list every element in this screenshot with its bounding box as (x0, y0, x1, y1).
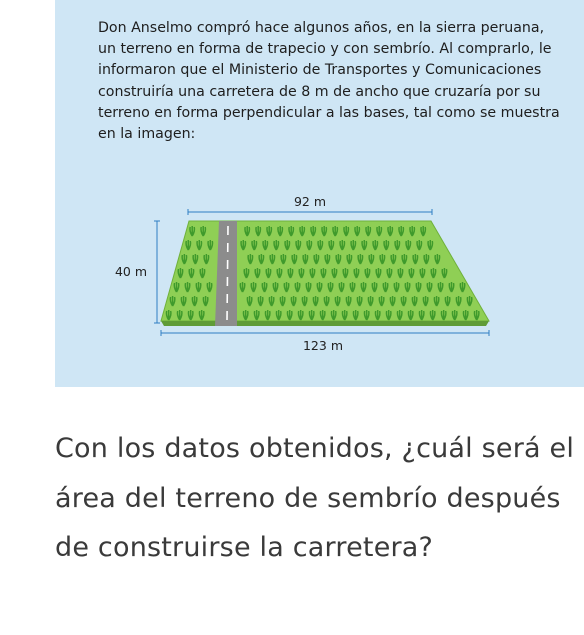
crop-tuft (435, 254, 440, 264)
crop-tuft (207, 282, 212, 292)
crop-tuft (333, 226, 338, 236)
crop-tuft (325, 254, 330, 264)
crop-tuft (342, 310, 347, 320)
crop-tuft (347, 254, 352, 264)
crop-tuft (263, 240, 268, 250)
crop-tuft (318, 240, 323, 250)
crop-tuft (423, 296, 428, 306)
crop-tuft (409, 268, 414, 278)
crop-tuft (427, 282, 432, 292)
crop-tuft (365, 268, 370, 278)
crop-tuft (190, 226, 195, 236)
crop-tuft (302, 296, 307, 306)
crop-tuft (419, 310, 424, 320)
crop-tuft (434, 296, 439, 306)
crop-tuft (412, 296, 417, 306)
crop-tuft (383, 282, 388, 292)
crop-tuft (421, 226, 426, 236)
crop-tuft (203, 296, 208, 306)
crop-tuft (192, 296, 197, 306)
crop-tuft (259, 254, 264, 264)
crop-tuft (289, 226, 294, 236)
crop-tuft (474, 310, 479, 320)
crop-tuft (346, 296, 351, 306)
crop-tuft (307, 240, 312, 250)
crop-tuft (241, 240, 246, 250)
crop-tuft (298, 310, 303, 320)
crop-tuft (255, 268, 260, 278)
crop-tuft (379, 296, 384, 306)
crop-tuft (377, 226, 382, 236)
crop-tuft (375, 310, 380, 320)
crop-tuft (408, 310, 413, 320)
crop-tuft (270, 254, 275, 264)
crop-tuft (247, 296, 252, 306)
crop-tuft (170, 296, 175, 306)
crop-tuft (181, 296, 186, 306)
crop-tuft (310, 268, 315, 278)
crop-tuft (254, 310, 259, 320)
crop-tuft (321, 268, 326, 278)
crop-tuft (245, 226, 250, 236)
crop-tuft (416, 282, 421, 292)
crop-tuft (390, 296, 395, 306)
crop-tuft (369, 254, 374, 264)
crop-tuft (177, 310, 182, 320)
crop-tuft (366, 226, 371, 236)
crop-tuft (311, 226, 316, 236)
crop-tuft (413, 254, 418, 264)
crop-tuft (399, 226, 404, 236)
crop-tuft (398, 268, 403, 278)
problem-statement: Don Anselmo compró hace algunos años, en la sierra peruana, un terreno en forma de trapecio y con sembrío. Al comprarlo, le informaron que el Ministerio de Transportes y Comunicaciones construiría una carretera de 8 m de ancho que cruzaría por su terreno en forma perpendicular a las bases, tal como se muestra en la imagen: (98, 20, 560, 143)
crop-tuft (199, 310, 204, 320)
crop-tuft (351, 240, 356, 250)
bottom-base-label: 123 m (302, 338, 344, 353)
crop-tuft (463, 310, 468, 320)
field-front-edge (161, 321, 489, 326)
crop-tuft (193, 254, 198, 264)
crop-tuft (344, 226, 349, 236)
crop-tuft (196, 282, 201, 292)
crop-tuft (331, 310, 336, 320)
crop-tuft (460, 282, 465, 292)
crop-tuft (368, 296, 373, 306)
crop-tuft (354, 268, 359, 278)
crop-tuft (357, 296, 362, 306)
crop-tuft (430, 310, 435, 320)
crop-tuft (350, 282, 355, 292)
crop-tuft (395, 240, 400, 250)
crop-tuft (262, 282, 267, 292)
crop-tuft (372, 282, 377, 292)
crop-tuft (332, 268, 337, 278)
crop-tuft (336, 254, 341, 264)
crop-tuft (300, 226, 305, 236)
crop-tuft (267, 226, 272, 236)
crop-tuft (251, 282, 256, 292)
crop-tuft (303, 254, 308, 264)
crop-tuft (201, 226, 206, 236)
crop-tuft (397, 310, 402, 320)
crop-tuft (417, 240, 422, 250)
height-label: 40 m (114, 264, 148, 279)
crop-tuft (424, 254, 429, 264)
crop-tuft (269, 296, 274, 306)
crop-tuft (391, 254, 396, 264)
crop-tuft (287, 310, 292, 320)
crop-tuft (405, 282, 410, 292)
crop-tuft (208, 240, 213, 250)
crop-tuft (265, 310, 270, 320)
crop-tuft (442, 268, 447, 278)
crop-tuft (401, 296, 406, 306)
crop-tuft (256, 226, 261, 236)
crop-tuft (186, 240, 191, 250)
crop-tuft (420, 268, 425, 278)
crop-tuft (314, 254, 319, 264)
crop-tuft (285, 240, 290, 250)
crop-tuft (258, 296, 263, 306)
crop-tuft (324, 296, 329, 306)
top-base-label: 92 m (293, 194, 327, 209)
crop-tuft (276, 310, 281, 320)
crop-tuft (329, 240, 334, 250)
crop-tuft (174, 282, 179, 292)
crop-tuft (431, 268, 436, 278)
crop-tuft (328, 282, 333, 292)
crop-tuft (445, 296, 450, 306)
crop-tuft (387, 268, 392, 278)
crop-tuft (284, 282, 289, 292)
crop-tuft (306, 282, 311, 292)
bottom-base-dimension (161, 330, 489, 336)
crop-tuft (280, 296, 285, 306)
question-text: Con los datos obtenidos, ¿cuál será el área del terreno de sembrío después de construirse la carretera? (55, 433, 575, 563)
crop-tuft (189, 268, 194, 278)
crop-tuft (388, 226, 393, 236)
crop-tuft (353, 310, 358, 320)
crop-tuft (200, 268, 205, 278)
crop-tuft (291, 296, 296, 306)
crop-tuft (185, 282, 190, 292)
crop-tuft (274, 240, 279, 250)
crop-tuft (243, 310, 248, 320)
crop-tuft (335, 296, 340, 306)
crop-tuft (394, 282, 399, 292)
crop-tuft (320, 310, 325, 320)
crop-tuft (281, 254, 286, 264)
crop-tuft (288, 268, 293, 278)
crop-tuft (380, 254, 385, 264)
crop-tuft (240, 282, 245, 292)
crop-tuft (295, 282, 300, 292)
crop-tuft (266, 268, 271, 278)
crop-tuft (188, 310, 193, 320)
crop-tuft (376, 268, 381, 278)
crop-tuft (361, 282, 366, 292)
crop-tuft (340, 240, 345, 250)
crop-tuft (358, 254, 363, 264)
crop-tuft (248, 254, 253, 264)
crop-tuft (166, 310, 171, 320)
crop-tuft (339, 282, 344, 292)
crop-tuft (182, 254, 187, 264)
crop-tuft (178, 268, 183, 278)
crop-tuft (343, 268, 348, 278)
crop-tuft (406, 240, 411, 250)
crop-tuft (278, 226, 283, 236)
crop-tuft (428, 240, 433, 250)
top-base-dimension (188, 209, 432, 215)
crop-tuft (438, 282, 443, 292)
crop-tuft (277, 268, 282, 278)
crop-tuft (299, 268, 304, 278)
crop-tuft (296, 240, 301, 250)
crop-tuft (313, 296, 318, 306)
crop-tuft (273, 282, 278, 292)
crop-tuft (410, 226, 415, 236)
crop-tuft (317, 282, 322, 292)
crop-tuft (309, 310, 314, 320)
crop-tuft (362, 240, 367, 250)
crop-tuft (252, 240, 257, 250)
crop-tuft (467, 296, 472, 306)
crop-tuft (355, 226, 360, 236)
crop-tuft (441, 310, 446, 320)
crop-tuft (384, 240, 389, 250)
crop-tuft (244, 268, 249, 278)
crop-tuft (386, 310, 391, 320)
crop-tuft (292, 254, 297, 264)
height-dimension (154, 221, 160, 323)
crop-tuft (204, 254, 209, 264)
crop-tuft (197, 240, 202, 250)
crop-tuft (402, 254, 407, 264)
crop-tuft (364, 310, 369, 320)
crop-tuft (456, 296, 461, 306)
crop-tuft (449, 282, 454, 292)
crop-tuft (452, 310, 457, 320)
crop-tuft (373, 240, 378, 250)
crop-tuft (322, 226, 327, 236)
